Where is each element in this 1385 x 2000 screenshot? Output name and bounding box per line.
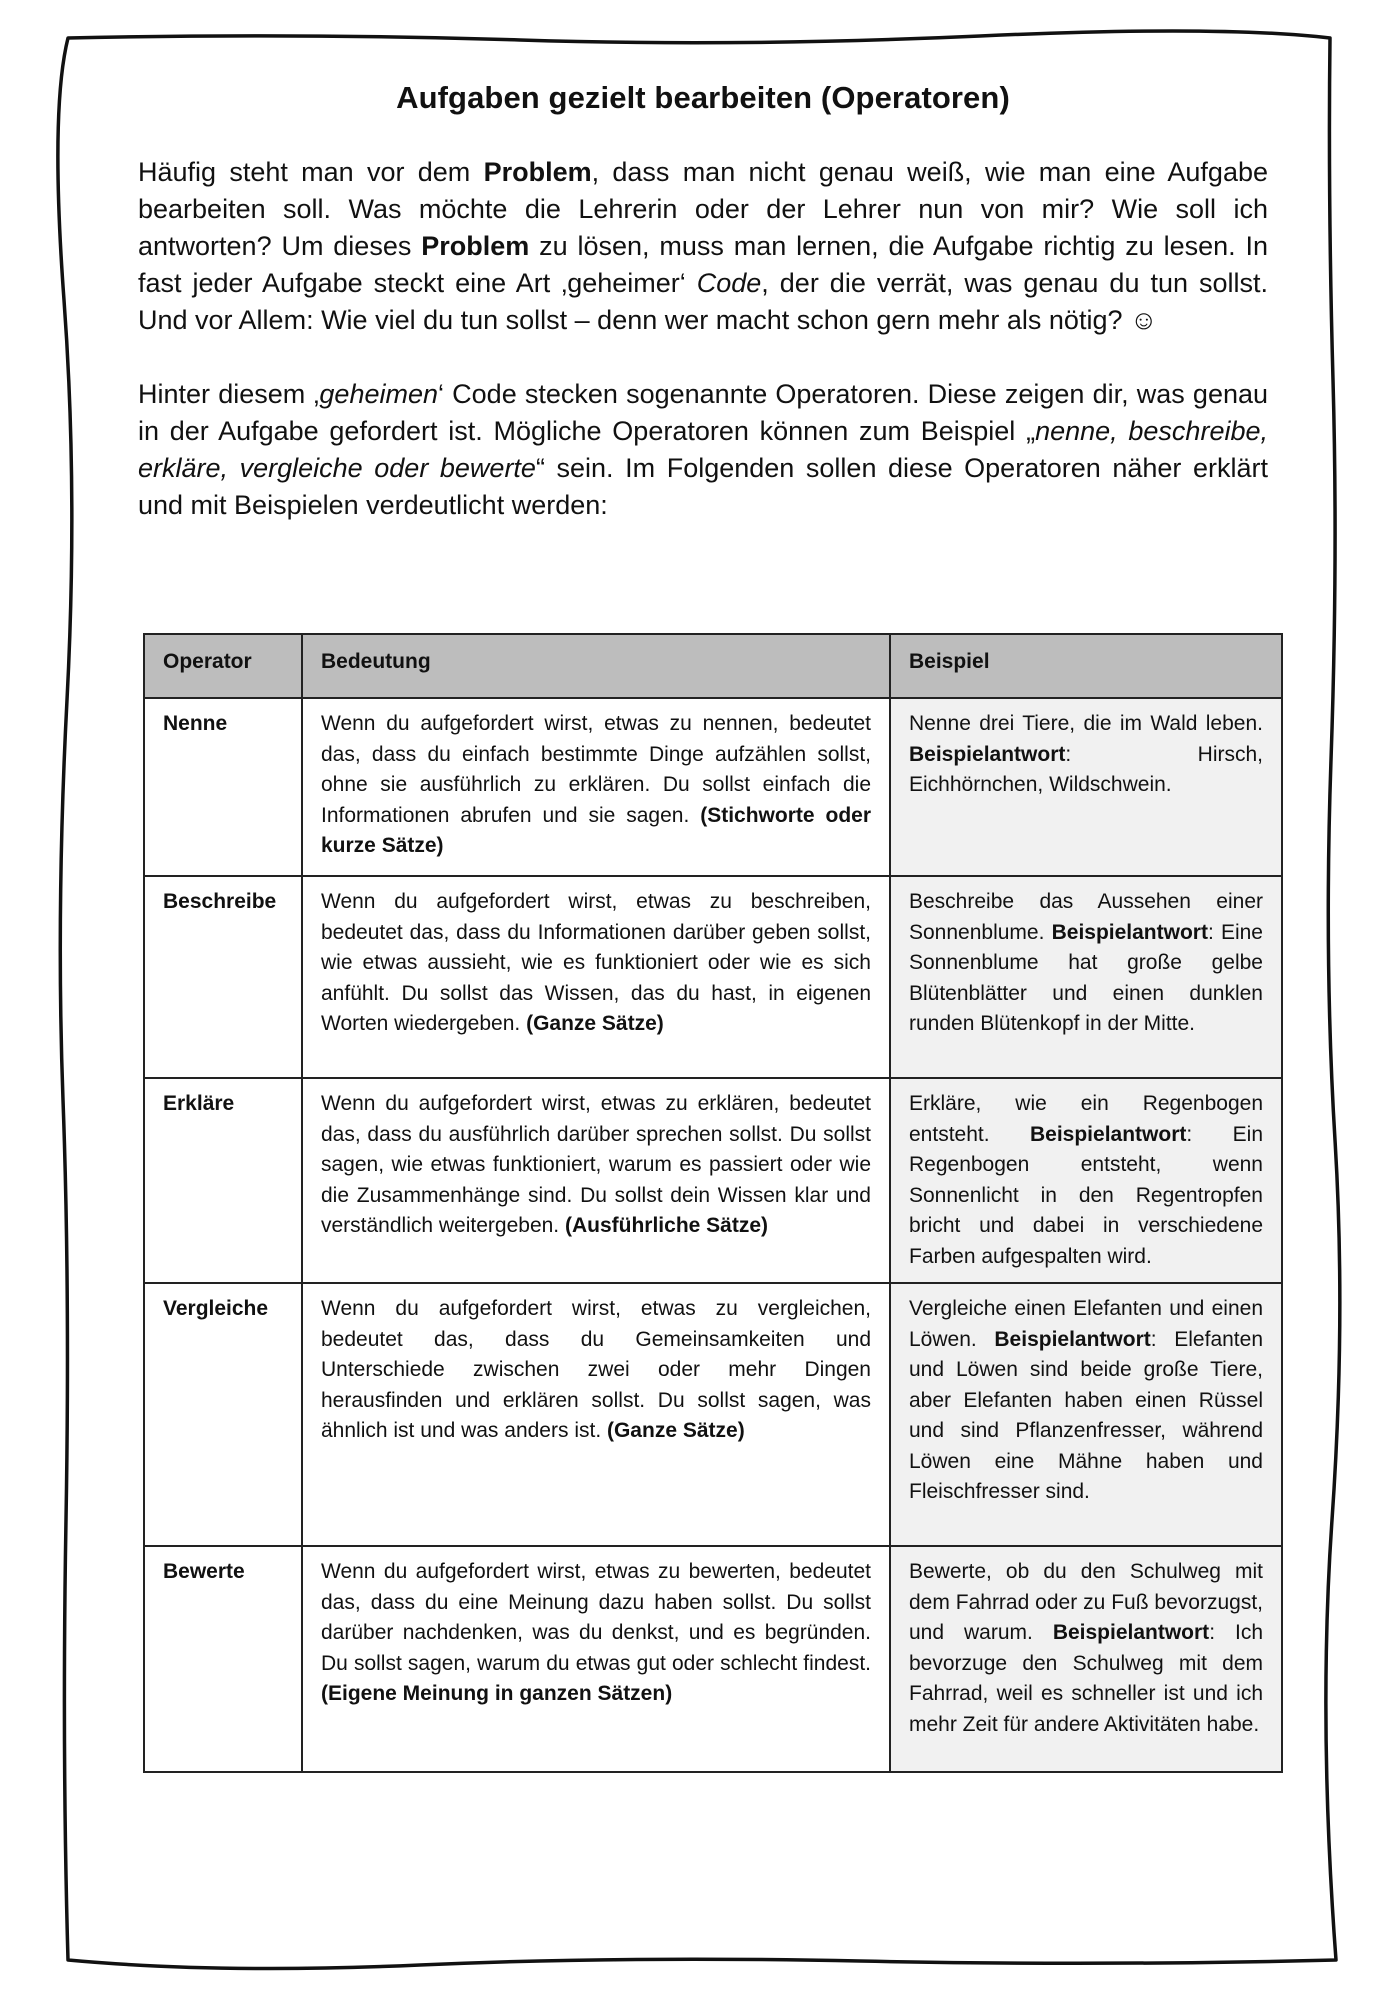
- example-cell: [890, 1078, 1282, 1283]
- meaning-cell: [302, 698, 890, 876]
- example-task: Erkläre, wie ein Regenbogen entsteht.: [909, 1092, 1263, 1146]
- text-fragment: Häufig steht man vor dem: [138, 157, 484, 187]
- table-row: [144, 698, 1282, 876]
- example-answer-label: Beispielantwort: [909, 742, 1066, 766]
- operator-cell: Bewerte: [144, 1546, 302, 1772]
- intro-paragraph-1: [138, 154, 1268, 339]
- emphasis-operator-list: nenne, beschreibe, erkläre, vergleiche oder bewerte: [138, 416, 1268, 483]
- answer-format-hint: (Stichworte oder kurze Sätze): [321, 803, 871, 857]
- meaning-text: Wenn du aufgefordert wirst, etwas zu bewerten, bedeutet das, dass du eine Meinung dazu haben sollst. Du sollst darüber nachdenken, was du denkst, und es begründen. Du sollst sagen, warum du etwas gut oder schlecht findest.: [321, 1560, 871, 1675]
- meaning-text: Wenn du aufgefordert wirst, etwas zu erklären, bedeutet das, dass du ausführlich darüber sprechen sollst. Du sollst sagen, wie etwas funktioniert, warum es passiert oder wie die Zusammenhänge sind. Du sollst dein Wissen klar und verständlich weitergeben.: [321, 1092, 871, 1237]
- table-header-row: [144, 634, 1282, 698]
- emphasis-problem: Problem: [421, 231, 530, 261]
- operator-table: [143, 633, 1283, 1773]
- meaning-cell: [302, 1546, 890, 1772]
- example-task: Nenne drei Tiere, die im Wald leben.: [909, 712, 1263, 735]
- answer-format-hint: (Eigene Meinung in ganzen Sätzen): [321, 1682, 673, 1705]
- answer-format-hint: (Ausführliche Sätze): [564, 1214, 769, 1237]
- answer-format-hint: (Ganze Sätze): [606, 1419, 745, 1442]
- table-row: [144, 1078, 1282, 1283]
- operator-cell: Beschreibe: [144, 876, 302, 1078]
- example-answer-label: Beispielantwort: [994, 1327, 1151, 1351]
- meaning-text: Wenn du aufgefordert wirst, etwas zu beschreiben, bedeutet das, dass du Informationen darüber geben sollst, wie etwas aussieht, wie es funktioniert oder wie es sich anfühlt. Du sollst das Wissen, das du hast, in eigenen Worten wiedergeben.: [321, 890, 871, 1035]
- example-answer: : Ich bevorzuge den Schulweg mit dem Fahrrad, weil es schneller ist und ich mehr Zeit für andere Aktivitäten habe.: [909, 1621, 1263, 1736]
- example-answer: : Ein Regenbogen entsteht, wenn Sonnenlicht in den Regentropfen bricht und dabei in verschiedene Farben aufgespalten wird.: [909, 1122, 1263, 1268]
- emphasis-problem: Problem: [483, 157, 592, 187]
- page-title: Aufgaben gezielt bearbeiten (Operatoren): [396, 80, 1010, 115]
- emphasis-code: Code: [696, 268, 762, 298]
- example-cell: [890, 1546, 1282, 1772]
- header-bedeutung: Bedeutung: [302, 634, 890, 698]
- example-answer: : Hirsch, Eichhörnchen, Wildschwein.: [909, 742, 1263, 796]
- text-fragment: ‘ Code stecken sogenannte Operatoren. Diese zeigen dir, was genau in der Aufgabe gefordert ist. Mögliche Operatoren können zum Beispiel „: [138, 379, 1269, 446]
- table-row: [144, 876, 1282, 1078]
- example-task: Beschreibe das Aussehen einer Sonnenblume.: [909, 890, 1263, 944]
- table-row: [144, 1283, 1282, 1546]
- header-beispiel: Beispiel: [890, 634, 1282, 698]
- meaning-text: Wenn du aufgefordert wirst, etwas zu vergleichen, bedeutet das, dass du Gemeinsamkeiten und Unterschiede zwischen zwei oder mehr Dingen herausfinden und erklären sollst. Du sollst sagen, was ähnlich ist und was anders ist.: [321, 1297, 871, 1442]
- meaning-cell: [302, 876, 890, 1078]
- text-fragment: , der die verrät, was genau du tun sollst. Und vor Allem: Wie viel du tun sollst – denn wer macht schon gern mehr als nötig? ☺: [138, 268, 1268, 335]
- header-operator: Operator: [144, 634, 302, 698]
- text-fragment: , dass man nicht genau weiß, wie man eine Aufgabe bearbeiten soll. Was möchte die Lehrerin oder der Lehrer nun von mir? Wie soll ich antworten? Um dieses: [138, 157, 1268, 261]
- text-fragment: zu lösen, muss man lernen, die Aufgabe richtig zu lesen. In fast jeder Aufgabe steckt eine Art ‚geheimer‘: [138, 231, 1268, 298]
- meaning-cell: [302, 1283, 890, 1546]
- meaning-text: Wenn du aufgefordert wirst, etwas zu nennen, bedeutet das, dass du einfach bestimmte Dinge aufzählen sollst, ohne sie ausführlich zu erklären. Du sollst einfach die Informationen abrufen und sie sagen.: [321, 712, 871, 827]
- meaning-cell: [302, 1078, 890, 1283]
- example-task: Bewerte, ob du den Schulweg mit dem Fahrrad oder zu Fuß bevorzugst, und warum.: [909, 1560, 1263, 1644]
- example-cell: [890, 698, 1282, 876]
- text-fragment: Hinter diesem ‚: [138, 379, 320, 409]
- table-row: [144, 1546, 1282, 1772]
- example-answer-label: Beispielantwort: [1030, 1122, 1187, 1146]
- operator-cell: Erkläre: [144, 1078, 302, 1283]
- example-answer: : Eine Sonnenblume hat große gelbe Blütenblätter und einen dunklen runden Blütenkopf in der Mitte.: [909, 920, 1263, 1035]
- text-fragment: “ sein. Im Folgenden sollen diese Operatoren näher erklärt und mit Beispielen verdeutlicht werden:: [138, 453, 1268, 520]
- worksheet-content: [138, 80, 1268, 524]
- example-cell: [890, 1283, 1282, 1546]
- emphasis-geheimen: geheimen: [319, 379, 438, 409]
- example-answer: : Elefanten und Löwen sind beide große Tiere, aber Elefanten haben einen Rüssel und sind Pflanzenfresser, während Löwen eine Mähne haben und Fleischfresser sind.: [909, 1327, 1263, 1503]
- operator-cell: Nenne: [144, 698, 302, 876]
- example-task: Vergleiche einen Elefanten und einen Löwen.: [909, 1297, 1263, 1351]
- intro-paragraph-2: [138, 376, 1268, 524]
- example-answer-label: Beispielantwort: [1052, 1621, 1210, 1644]
- example-cell: [890, 876, 1282, 1078]
- example-answer-label: Beispielantwort: [1051, 920, 1208, 944]
- operator-cell: Vergleiche: [144, 1283, 302, 1546]
- answer-format-hint: (Ganze Sätze): [526, 1012, 664, 1035]
